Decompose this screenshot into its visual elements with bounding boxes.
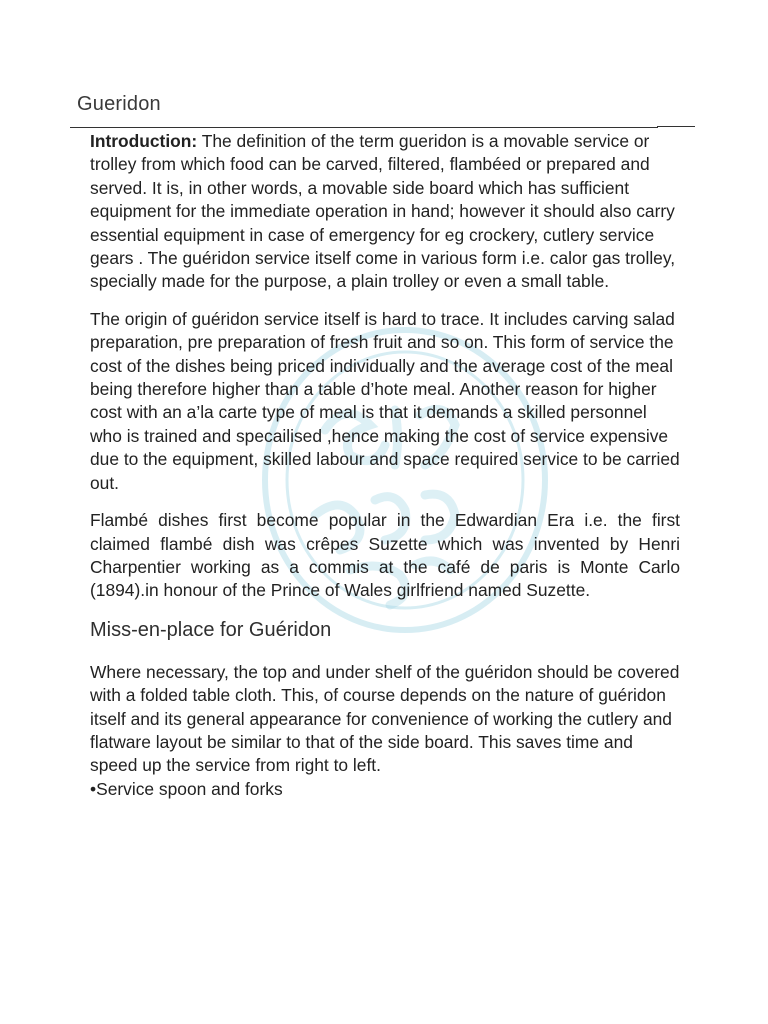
- title-underline-extension: [657, 126, 695, 127]
- origin-paragraph: The origin of guéridon service itself is hard to trace. It includes carving salad preparation, pre preparation of fresh fruit and so on. This form of service the cost of the dishes being priced individually and the average cost of the meal being therefore higher than a table d’hote meal. Another reason for higher cost with an a’la carte type of meal is that it demands a skilled personnel who is trained and specailised ,hence making the cost of service expensive due to the equipment, skilled labour and space required service to be carried out.: [90, 308, 680, 493]
- document-body: [90, 130, 680, 801]
- title-underline: [70, 127, 658, 128]
- intro-lead: Introduction:: [90, 131, 198, 151]
- intro-paragraph: [90, 130, 680, 294]
- document-title: Gueridon: [77, 93, 161, 115]
- bullet-item: •Service spoon and forks: [90, 778, 283, 799]
- mise-en-place-paragraph: Where necessary, the top and under shelf of the guéridon should be covered with a folded table cloth. This, of course depends on the nature of guéridon itself and its general appearance for convenience of working the cutlery and flatware layout be similar to that of the side board. This saves time and speed up the service from right to left.: [90, 661, 680, 776]
- flambe-paragraph: Flambé dishes first become popular in the Edwardian Era i.e. the first claimed flambé dish was crêpes Suzette which was invented by Henri Charpentier working as a commis at the café de paris is Monte Carlo (1894).in honour of the Prince of Wales girlfriend named Suzette.: [90, 510, 680, 601]
- section-heading: Miss-en-place for Guéridon: [90, 618, 332, 641]
- intro-text: The definition of the term gueridon is a movable service or trolley from which food can be carved, filtered, flambéed or prepared and served. It is, in other words, a movable side board which has sufficient equipment for the immediate operation in hand; however it should also carry essential equipment in case of emergency for eg crockery, cutlery service gears . The guéridon service itself come in various form i.e. calor gas trolley, specially made for the purpose, a plain trolley or even a small table.: [90, 131, 676, 292]
